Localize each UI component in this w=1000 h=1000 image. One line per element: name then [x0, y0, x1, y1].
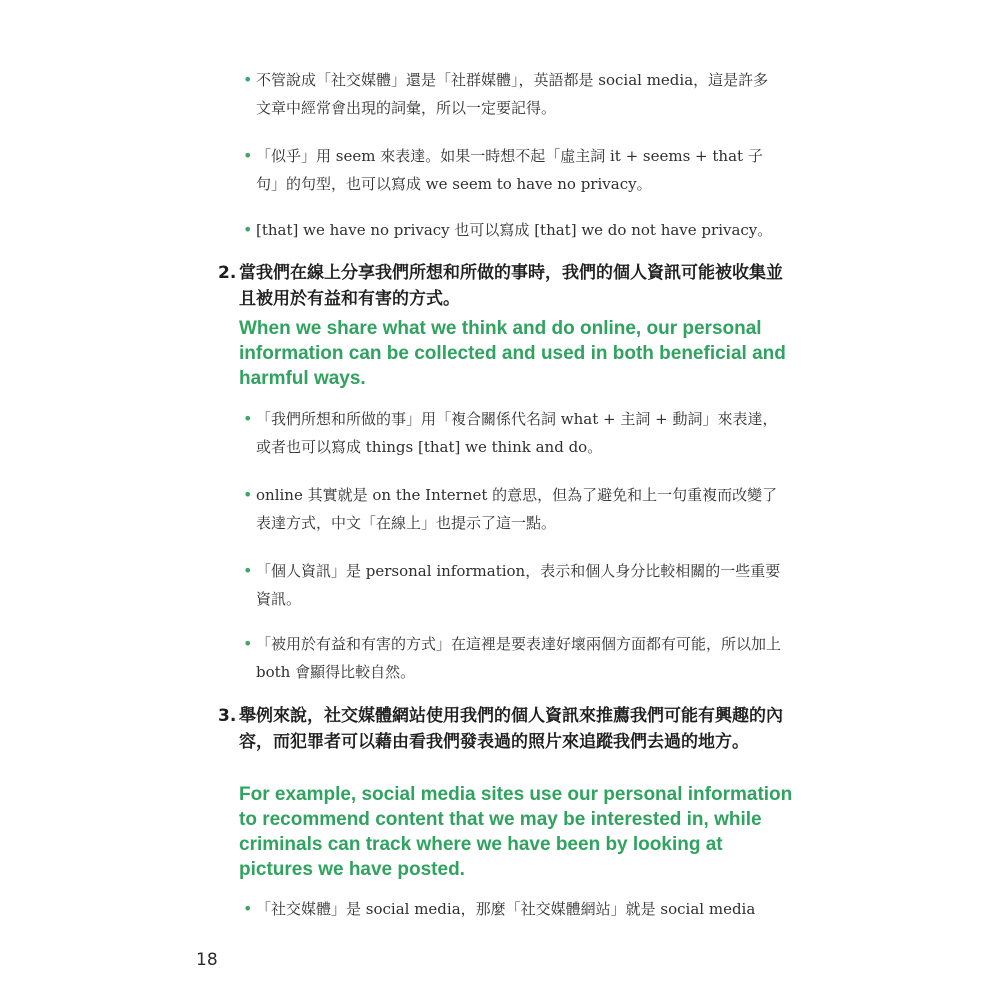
note-social-media	[243, 66, 783, 122]
bullet-dot-icon: •	[243, 146, 253, 165]
bullet-dot-icon: •	[243, 634, 253, 653]
item-2-note-both	[243, 630, 783, 686]
note-text: online 其實就是 on the Internet 的意思，但為了避免和上一句重複而改變了表達方式，中文「在線上」也提示了這一點。	[256, 486, 778, 532]
item-3-note-social-media-sites	[243, 895, 783, 923]
item-2-note-what	[243, 405, 783, 461]
item-2-note-online	[243, 481, 783, 537]
bullet-dot-icon: •	[243, 899, 253, 918]
bullet-dot-icon: •	[243, 70, 253, 89]
page-number: 18	[196, 950, 218, 970]
note-text: [that] we have no privacy 也可以寫成 [that] we do not have privacy。	[256, 221, 773, 239]
note-text: 「我們所想和所做的事」用「複合關係代名詞 what + 主詞 + 動詞」來表達，或者也可以寫成 things [that] we think and do。	[256, 410, 778, 456]
bullet-dot-icon: •	[243, 409, 253, 428]
note-text: 不管說成「社交媒體」還是「社群媒體」，英語都是 social media，這是許多文章中經常會出現的詞彙，所以一定要記得。	[256, 71, 769, 117]
bullet-dot-icon: •	[243, 220, 253, 239]
item-2-english-translation: When we share what we think and do online, our personal information can be collected and used in both beneficial and harmful ways.	[239, 318, 786, 389]
note-seem	[243, 142, 783, 198]
note-text: 「被用於有益和有害的方式」在這裡是要表達好壞兩個方面都有可能，所以加上 both 會顯得比較自然。	[256, 635, 782, 681]
item-3-english-translation: For example, social media sites use our personal information to recommend content that we may be interested in, while criminals can track where we have been by looking at pictures we have posted.	[239, 784, 793, 880]
item-chinese-sentence: 舉例來說，社交媒體網站使用我們的個人資訊來推薦我們可能有興趣的內容，而犯罪者可以藉由看我們發表過的照片來追蹤我們去過的地方。	[239, 706, 783, 752]
note-text: 「個人資訊」是 personal information，表示和個人身分比較相關的一些重要資訊。	[256, 562, 781, 608]
item-2-heading	[218, 260, 788, 312]
note-privacy	[243, 216, 783, 244]
note-text: 「似乎」用 seem 來表達。如果一時想不起「虛主詞 it + seems + that 子句」的句型，也可以寫成 we seem to have no privacy。	[256, 147, 763, 193]
item-number: 2.	[218, 263, 237, 283]
item-chinese-sentence: 當我們在線上分享我們所想和所做的事時，我們的個人資訊可能被收集並且被用於有益和有害的方式。	[239, 263, 783, 309]
bullet-dot-icon: •	[243, 561, 253, 580]
note-text: 「社交媒體」是 social media，那麼「社交媒體網站」就是 social media	[256, 900, 756, 918]
bullet-dot-icon: •	[243, 485, 253, 504]
item-2-note-personal-info	[243, 557, 783, 613]
item-3-heading	[218, 703, 788, 755]
item-number: 3.	[218, 706, 237, 726]
